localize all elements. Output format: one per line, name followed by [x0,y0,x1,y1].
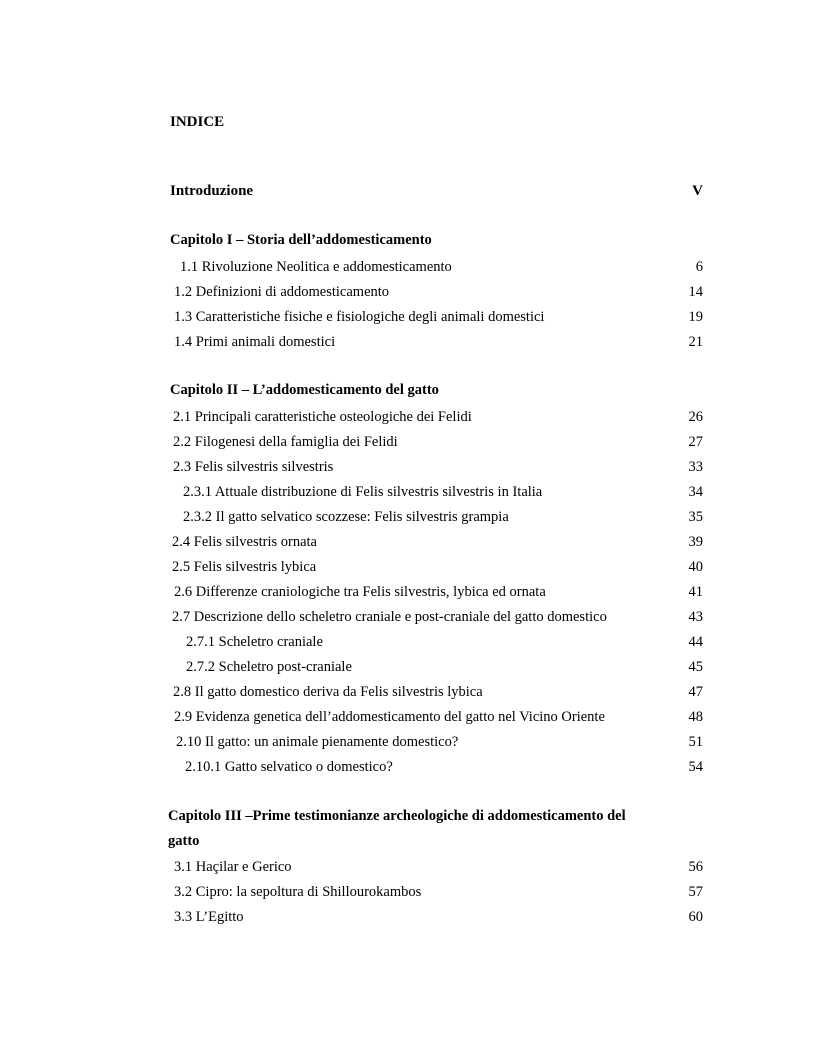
toc-entry [0,607,816,627]
entry-label: 2.10 Il gatto: un animale pienamente domestico? [176,734,459,750]
toc-entry [0,432,816,452]
entry-label: 2.3.2 Il gatto selvatico scozzese: Felis silvestris grampia [183,509,509,525]
entry-label: 2.5 Felis silvestris lybica [172,559,317,575]
toc-entry [0,907,816,927]
chapter-3-title-line2: gatto [168,833,200,849]
toc-entry [0,557,816,577]
toc-entry [0,857,816,877]
entry-label: 1.4 Primi animali domestici [174,334,336,350]
toc-entry [0,882,816,902]
entry-page: 43 [688,609,703,625]
entry-label: 2.1 Principali caratteristiche osteologiche dei Felidi [173,409,472,425]
toc-entry [0,632,816,652]
entry-page: 44 [688,634,703,650]
entry-label: 2.7.1 Scheletro craniale [186,634,323,650]
entry-label: 2.6 Differenze craniologiche tra Felis silvestris, lybica ed ornata [174,584,546,600]
toc-entry [0,457,816,477]
chapter-2-title: Capitolo II – L’addomesticamento del gatto [170,382,439,398]
entry-page: 54 [688,759,703,775]
entry-page: 56 [688,859,703,875]
entry-label: 3.1 Haçilar e Gerico [174,859,292,875]
entry-label: 1.1 Rivoluzione Neolitica e addomesticamento [180,259,452,275]
toc-entry [0,257,816,277]
entry-label: 2.2 Filogenesi della famiglia dei Felidi [173,434,398,450]
entry-page: 39 [688,534,703,550]
entry-page: 27 [688,434,703,450]
chapter-1-title: Capitolo I – Storia dell’addomesticamento [170,232,432,248]
entry-label: 2.8 Il gatto domestico deriva da Felis silvestris lybica [173,684,483,700]
toc-entry [0,657,816,677]
index-title: INDICE [170,114,225,130]
entry-label: 2.7 Descrizione dello scheletro craniale e post-craniale del gatto domestico [172,609,607,625]
entry-page: 35 [688,509,703,525]
entry-page: 48 [688,709,703,725]
entry-page: 21 [688,334,703,350]
entry-page: 57 [688,884,703,900]
toc-entry [0,707,816,727]
entry-label: 2.9 Evidenza genetica dell’addomesticamento del gatto nel Vicino Oriente [174,709,605,725]
entry-page: 45 [688,659,703,675]
entry-page: 40 [688,559,703,575]
entry-label: 2.4 Felis silvestris ornata [172,534,317,550]
entry-page: 19 [688,309,703,325]
entry-page: 41 [688,584,703,600]
toc-entry [0,532,816,552]
entry-label: 2.7.2 Scheletro post-craniale [186,659,352,675]
entry-page: 6 [695,259,703,275]
toc-entry [0,307,816,327]
toc-entry [0,732,816,752]
toc-entry [0,682,816,702]
entry-page: 47 [688,684,703,700]
intro-page: V [692,183,703,199]
intro-label: Introduzione [170,183,254,199]
entry-page: 60 [688,909,703,925]
entry-label: 3.3 L’Egitto [174,909,244,925]
chapter-3-title-line1: Capitolo III –Prime testimonianze archeologiche di addomesticamento del [168,808,626,824]
toc-entry [0,582,816,602]
entry-label: 1.2 Definizioni di addomesticamento [174,284,390,300]
entry-page: 14 [688,284,703,300]
toc-entry [0,407,816,427]
toc-entry [0,482,816,502]
toc-entry [0,757,816,777]
toc-entry [0,282,816,302]
entry-label: 1.3 Caratteristiche fisiche e fisiologiche degli animali domestici [174,309,545,325]
entry-label: 2.3 Felis silvestris silvestris [173,459,334,475]
entry-label: 2.10.1 Gatto selvatico o domestico? [185,759,393,775]
entry-page: 26 [688,409,703,425]
entry-page: 51 [688,734,703,750]
intro-entry [170,183,703,200]
entry-label: 2.3.1 Attuale distribuzione di Felis silvestris silvestris in Italia [183,484,543,500]
entry-label: 3.2 Cipro: la sepoltura di Shillourokambos [174,884,422,900]
toc-entry [0,332,816,352]
entry-page: 34 [688,484,703,500]
entry-page: 33 [688,459,703,475]
toc-entry [0,507,816,527]
